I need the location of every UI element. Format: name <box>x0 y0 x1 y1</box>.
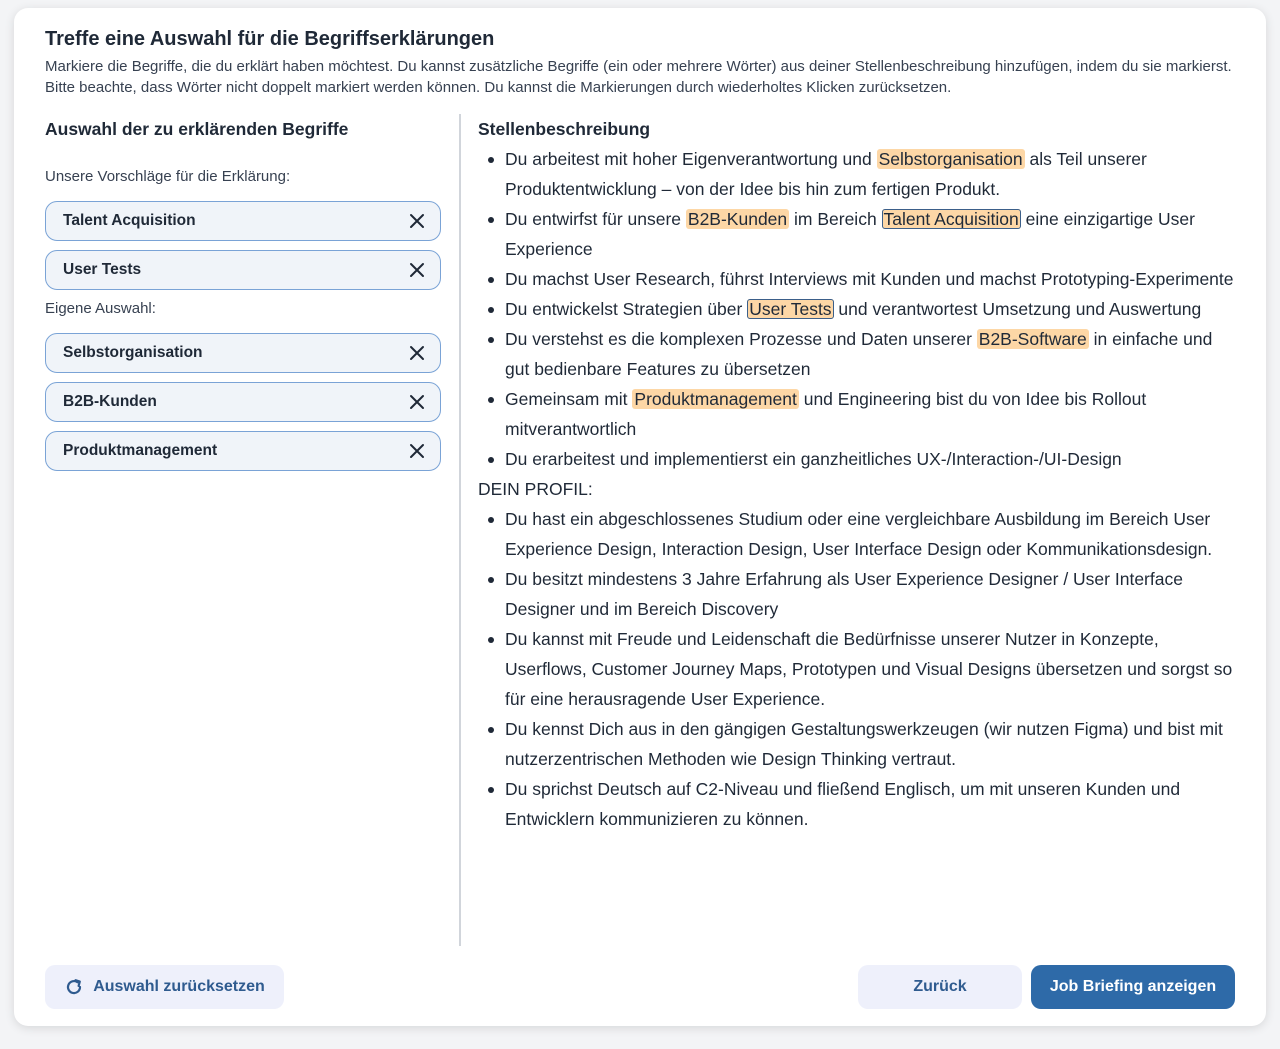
dialog-title: Treffe eine Auswahl für die Begriffserklärungen <box>45 28 495 50</box>
close-icon[interactable] <box>408 442 426 460</box>
highlight-b2b-kunden[interactable]: B2B-Kunden <box>687 209 788 229</box>
list-item: Du sprichst Deutsch auf C2-Niveau und fließend Englisch, um mit unseren Kunden und Entwicklern kommunizieren zu können. <box>505 774 1238 834</box>
own-selection-label: Eigene Auswahl: <box>45 300 156 317</box>
tasks-list <box>478 144 1238 474</box>
chip-label: Talent Acquisition <box>63 212 196 229</box>
chip-user-tests[interactable] <box>45 250 441 290</box>
list-item: Du besitzt mindestens 3 Jahre Erfahrung als User Experience Designer / User Interface Designer und im Bereich Discovery <box>505 564 1238 624</box>
job-description-text[interactable] <box>478 144 1238 834</box>
chip-label: Produktmanagement <box>63 442 218 459</box>
list-item: Du hast ein abgeschlossenes Studium oder eine vergleichbare Ausbildung im Bereich User Experience Design, Interaction Design, User Interface Design oder Kommunikationsdesign. <box>505 504 1238 564</box>
highlight-selbstorganisation[interactable]: Selbstorganisation <box>878 149 1023 169</box>
suggestions-label: Unsere Vorschläge für die Erklärung: <box>45 168 291 185</box>
list-item: Du verstehst es die komplexen Prozesse und Daten unserer B2B-Software in einfache und gut bedienbare Features zu übersetzen <box>505 324 1238 384</box>
highlight-talent-acquisition[interactable]: Talent Acquisition <box>883 209 1019 229</box>
list-item: Du machst User Research, führst Interviews mit Kunden und machst Prototyping-Experimente <box>505 264 1238 294</box>
back-button[interactable]: Zurück <box>858 965 1022 1009</box>
close-icon[interactable] <box>408 344 426 362</box>
dialog-description: Markiere die Begriffe, die du erklärt haben möchtest. Du kannst zusätzliche Begriffe (ein oder mehrere Wörter) aus deiner Stellenbeschreibung hinzufügen, indem du sie markierst. Bitte beachte, dass Wörter nicht doppelt markiert werden können. Du kannst die Markierungen durch wiederholtes Klicken zurücksetzen. <box>45 58 1232 96</box>
show-job-briefing-button[interactable]: Job Briefing anzeigen <box>1031 965 1235 1009</box>
close-icon[interactable] <box>408 212 426 230</box>
highlight-produktmanagement[interactable]: Produktmanagement <box>634 389 797 409</box>
highlight-user-tests[interactable]: User Tests <box>749 299 832 319</box>
dialog-header <box>45 26 1235 98</box>
list-item: Du entwickelst Strategien über User Tests und verantwortest Umsetzung und Auswertung <box>505 294 1238 324</box>
refresh-icon <box>64 977 84 997</box>
job-description-panel <box>478 116 1238 834</box>
job-description-title: Stellenbeschreibung <box>478 119 651 139</box>
list-item: Du kennst Dich aus in den gängigen Gestaltungswerkzeugen (wir nutzen Figma) und bist mit nutzerzentrischen Methoden wie Design Thinking vertraut. <box>505 714 1238 774</box>
chip-talent-acquisition[interactable] <box>45 201 441 241</box>
list-item: Du kannst mit Freude und Leidenschaft die Bedürfnisse unserer Nutzer in Konzepte, Userflows, Customer Journey Maps, Prototypen und Visual Designs übersetzen und sorgst so für eine herausragende User Experience. <box>505 624 1238 714</box>
list-item: Du entwirfst für unsere B2B-Kunden im Bereich Talent Acquisition eine einzigartige User Experience <box>505 204 1238 264</box>
close-icon[interactable] <box>408 393 426 411</box>
close-icon[interactable] <box>408 261 426 279</box>
panel-divider <box>459 114 461 946</box>
chip-b2b-kunden[interactable] <box>45 382 441 422</box>
list-item: Du arbeitest mit hoher Eigenverantwortung und Selbstorganisation als Teil unserer Produktentwicklung – von der Idee bis hin zum fertigen Produkt. <box>505 144 1238 204</box>
selection-title: Auswahl der zu erklärenden Begriffe <box>45 119 349 139</box>
highlight-b2b-software[interactable]: B2B-Software <box>978 329 1087 349</box>
reset-selection-button[interactable] <box>45 965 284 1009</box>
selection-panel <box>45 116 441 480</box>
reset-label: Auswahl zurücksetzen <box>93 978 265 995</box>
list-item: Gemeinsam mit Produktmanagement und Engineering bist du von Idee bis Rollout mitverantwortlich <box>505 384 1238 444</box>
chip-label: B2B-Kunden <box>63 393 157 410</box>
list-item: Du erarbeitest und implementierst ein ganzheitliches UX-/Interaction-/UI-Design <box>505 444 1238 474</box>
chip-selbstorganisation[interactable] <box>45 333 441 373</box>
term-selection-dialog <box>14 8 1266 1026</box>
chip-label: User Tests <box>63 261 142 278</box>
chip-produktmanagement[interactable] <box>45 431 441 471</box>
chip-label: Selbstorganisation <box>63 344 203 361</box>
profile-list <box>478 504 1238 834</box>
profile-heading: DEIN PROFIL: <box>478 479 593 499</box>
